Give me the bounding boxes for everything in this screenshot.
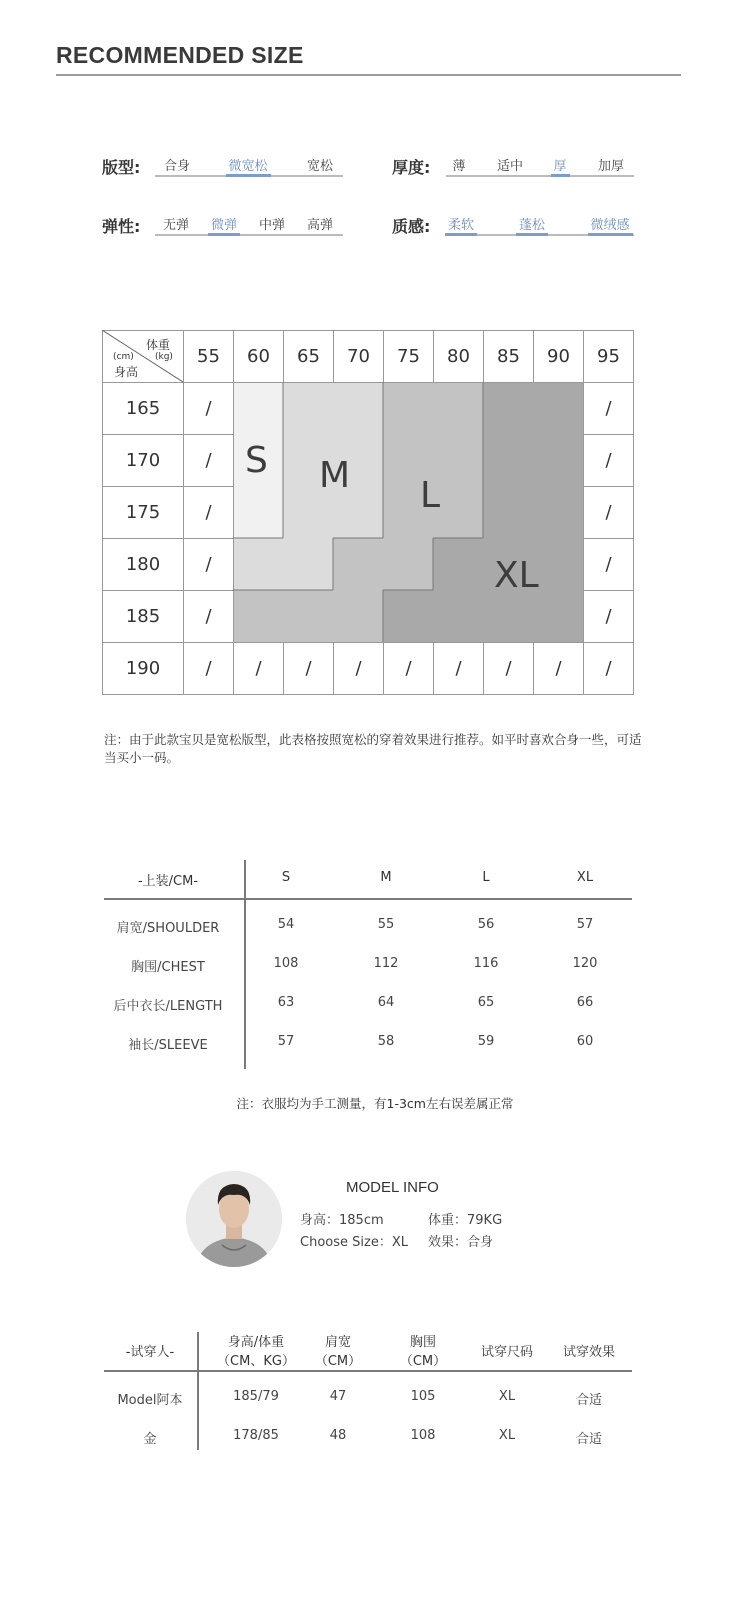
size-zone-cell	[283, 538, 333, 590]
size-zone-cell	[433, 486, 483, 538]
page-title: RECOMMENDED SIZE	[56, 42, 304, 68]
na-cell: /	[583, 538, 634, 591]
na-cell: /	[183, 590, 234, 643]
size-zone-label: XL	[494, 555, 539, 596]
selected-marker	[208, 233, 240, 236]
attribute-option: 高弹	[306, 218, 333, 233]
na-cell: /	[583, 590, 634, 643]
table-column-rule	[244, 860, 246, 1069]
na-cell: /	[433, 642, 484, 695]
size-zone-cell	[483, 382, 533, 434]
measurement-value: 57	[277, 1034, 295, 1049]
tryon-value: 178/85	[233, 1428, 279, 1443]
grid-corner-label: 体重	[146, 338, 171, 352]
size-zone-cell	[333, 590, 383, 642]
tryon-column-header: 试穿效果	[562, 1345, 615, 1360]
tryon-value: 合适	[575, 1432, 602, 1447]
measurement-value: 66	[576, 995, 594, 1010]
na-cell: /	[583, 434, 634, 487]
size-zone-cell	[483, 486, 533, 538]
tryon-column-rule	[197, 1332, 199, 1450]
measurement-value: 60	[576, 1034, 594, 1049]
tryon-column-unit: （CM）	[314, 1354, 362, 1369]
tryon-value: XL	[498, 1428, 516, 1443]
size-zone-cell	[483, 434, 533, 486]
table-corner-label: -上装/CM-	[137, 874, 199, 889]
size-zone-cell	[433, 538, 483, 590]
measurement-value: 56	[477, 917, 495, 932]
grid-corner-label: (kg)	[155, 352, 173, 362]
na-cell: /	[183, 538, 234, 591]
attribute-option-selected: 蓬松	[518, 218, 545, 233]
size-zone-cell	[233, 486, 283, 538]
size-zone-cell	[383, 538, 433, 590]
na-cell: /	[183, 486, 234, 539]
measurement-value: 112	[373, 956, 399, 971]
measurement-value: 64	[377, 995, 395, 1010]
height-header: 185	[102, 590, 184, 643]
attribute-label: 版型:	[102, 158, 141, 177]
measurement-value: 55	[377, 917, 395, 932]
title-divider	[56, 74, 681, 76]
size-note: 注：由于此款宝贝是宽松版型，此表格按照宽松的穿着效果进行推荐。如平时喜欢合身一些，可适当买小一码。	[104, 732, 642, 765]
na-cell: /	[583, 486, 634, 539]
weight-header: 95	[583, 330, 634, 383]
tryon-column-unit: （CM）	[399, 1354, 447, 1369]
size-zone-cell	[433, 382, 483, 434]
measurement-value: 108	[273, 956, 299, 971]
measurement-value: 59	[477, 1034, 495, 1049]
tryon-value: 合适	[575, 1393, 602, 1408]
model-info-title: MODEL INFO	[346, 1179, 439, 1196]
size-column-header: M	[380, 870, 392, 885]
measurement-row-label: 肩宽/SHOULDER	[116, 921, 220, 936]
tryon-value: 47	[329, 1389, 347, 1404]
weight-header: 90	[533, 330, 584, 383]
model-effect: 效果：合身	[428, 1235, 494, 1250]
grid-corner-label: 身高	[114, 365, 139, 379]
height-header: 165	[102, 382, 184, 435]
attribute-label: 质感:	[392, 217, 431, 236]
model-portrait-icon	[186, 1171, 282, 1267]
tryon-value: 185/79	[233, 1389, 279, 1404]
height-header: 175	[102, 486, 184, 539]
size-zone-label: S	[245, 440, 268, 481]
measurement-value: 54	[277, 917, 295, 932]
model-avatar	[186, 1171, 282, 1267]
measurement-value: 57	[576, 917, 594, 932]
attribute-label: 弹性:	[102, 217, 141, 236]
size-column-header: XL	[576, 870, 594, 885]
tryon-header-rule	[104, 1370, 632, 1372]
tryon-corner-label: -试穿人-	[125, 1345, 175, 1360]
size-zone-cell	[383, 382, 433, 434]
tryon-column-unit: （CM、KG）	[217, 1354, 295, 1369]
na-cell: /	[483, 642, 534, 695]
measurement-value: 63	[277, 995, 295, 1010]
na-cell: /	[183, 434, 234, 487]
size-zone-cell	[233, 538, 283, 590]
tryon-value: 105	[410, 1389, 436, 1404]
size-column-header: S	[281, 870, 291, 885]
na-cell: /	[583, 382, 634, 435]
tryon-column-header: 试穿尺码	[480, 1345, 533, 1360]
height-header: 170	[102, 434, 184, 487]
measurement-value: 58	[377, 1034, 395, 1049]
attribute-rule	[155, 234, 343, 236]
measurement-row-label: 后中衣长/LENGTH	[113, 999, 223, 1014]
attribute-option: 适中	[496, 159, 523, 174]
tryon-person-name: 金	[143, 1432, 157, 1447]
size-zone-label: M	[319, 455, 351, 496]
attribute-option-selected: 微弹	[210, 218, 237, 233]
weight-header: 60	[233, 330, 284, 383]
tryon-column-header: 身高/体重	[227, 1335, 285, 1350]
tryon-person-name: Model阿本	[117, 1393, 183, 1408]
na-cell: /	[283, 642, 334, 695]
attribute-option: 合身	[163, 159, 190, 174]
measurement-value: 116	[473, 956, 499, 971]
na-cell: /	[583, 642, 634, 695]
model-size: Choose Size：XL	[300, 1235, 408, 1250]
size-zone-cell	[383, 590, 433, 642]
measurement-row-label: 胸围/CHEST	[131, 960, 205, 975]
selected-marker	[588, 233, 633, 236]
measurement-row-label: 袖长/SLEEVE	[128, 1038, 208, 1053]
weight-header: 55	[183, 330, 234, 383]
measurement-value: 65	[477, 995, 495, 1010]
size-zone-cell	[533, 382, 583, 434]
size-zone-cell	[433, 590, 483, 642]
na-cell: /	[183, 642, 234, 695]
height-header: 180	[102, 538, 184, 591]
size-zone-cell	[533, 486, 583, 538]
na-cell: /	[233, 642, 284, 695]
size-column-header: L	[482, 870, 490, 885]
measurement-note: 注：衣服均为手工测量，有1-3cm左右误差属正常	[236, 1096, 514, 1111]
attribute-rule	[446, 175, 634, 177]
model-weight: 体重：79KG	[428, 1213, 503, 1228]
size-zone-cell	[233, 590, 283, 642]
height-header: 190	[102, 642, 184, 695]
tryon-value: 48	[329, 1428, 347, 1443]
measurement-value: 120	[572, 956, 598, 971]
attribute-option: 宽松	[306, 159, 333, 174]
size-zone-cell	[333, 538, 383, 590]
attribute-option-selected: 微宽松	[228, 159, 268, 174]
tryon-value: 108	[410, 1428, 436, 1443]
table-header-rule	[104, 898, 632, 900]
tryon-column-header: 胸围	[409, 1335, 436, 1350]
size-zone-cell	[533, 434, 583, 486]
weight-header: 75	[383, 330, 434, 383]
size-zone-cell	[483, 590, 533, 642]
weight-header: 65	[283, 330, 334, 383]
attribute-option-selected: 微绒感	[590, 218, 630, 233]
weight-header: 85	[483, 330, 534, 383]
attribute-option: 中弹	[258, 218, 285, 233]
attribute-option-selected: 柔软	[447, 218, 474, 233]
attribute-label: 厚度:	[392, 158, 431, 177]
selected-marker	[445, 233, 477, 236]
selected-marker	[551, 174, 570, 177]
size-zone-cell	[283, 382, 333, 434]
attribute-option: 加厚	[597, 159, 624, 174]
na-cell: /	[333, 642, 384, 695]
tryon-value: XL	[498, 1389, 516, 1404]
model-height: 身高：185cm	[300, 1213, 384, 1228]
attribute-option-selected: 厚	[553, 159, 567, 174]
size-zone-cell	[283, 590, 333, 642]
size-recommendation-grid	[102, 330, 634, 695]
size-zone-cell	[233, 382, 283, 434]
size-zone-cell	[333, 382, 383, 434]
weight-header: 80	[433, 330, 484, 383]
size-zone-label: L	[420, 475, 441, 516]
size-zone-cell	[433, 434, 483, 486]
attribute-option: 无弹	[162, 218, 189, 233]
grid-corner-label: (cm)	[113, 352, 134, 362]
size-zone-cell	[533, 538, 583, 590]
na-cell: /	[533, 642, 584, 695]
selected-marker	[226, 174, 271, 177]
tryon-column-header: 肩宽	[324, 1335, 351, 1350]
na-cell: /	[383, 642, 434, 695]
weight-header: 70	[333, 330, 384, 383]
attribute-option: 薄	[452, 159, 466, 174]
na-cell: /	[183, 382, 234, 435]
selected-marker	[516, 233, 548, 236]
size-zone-cell	[533, 590, 583, 642]
